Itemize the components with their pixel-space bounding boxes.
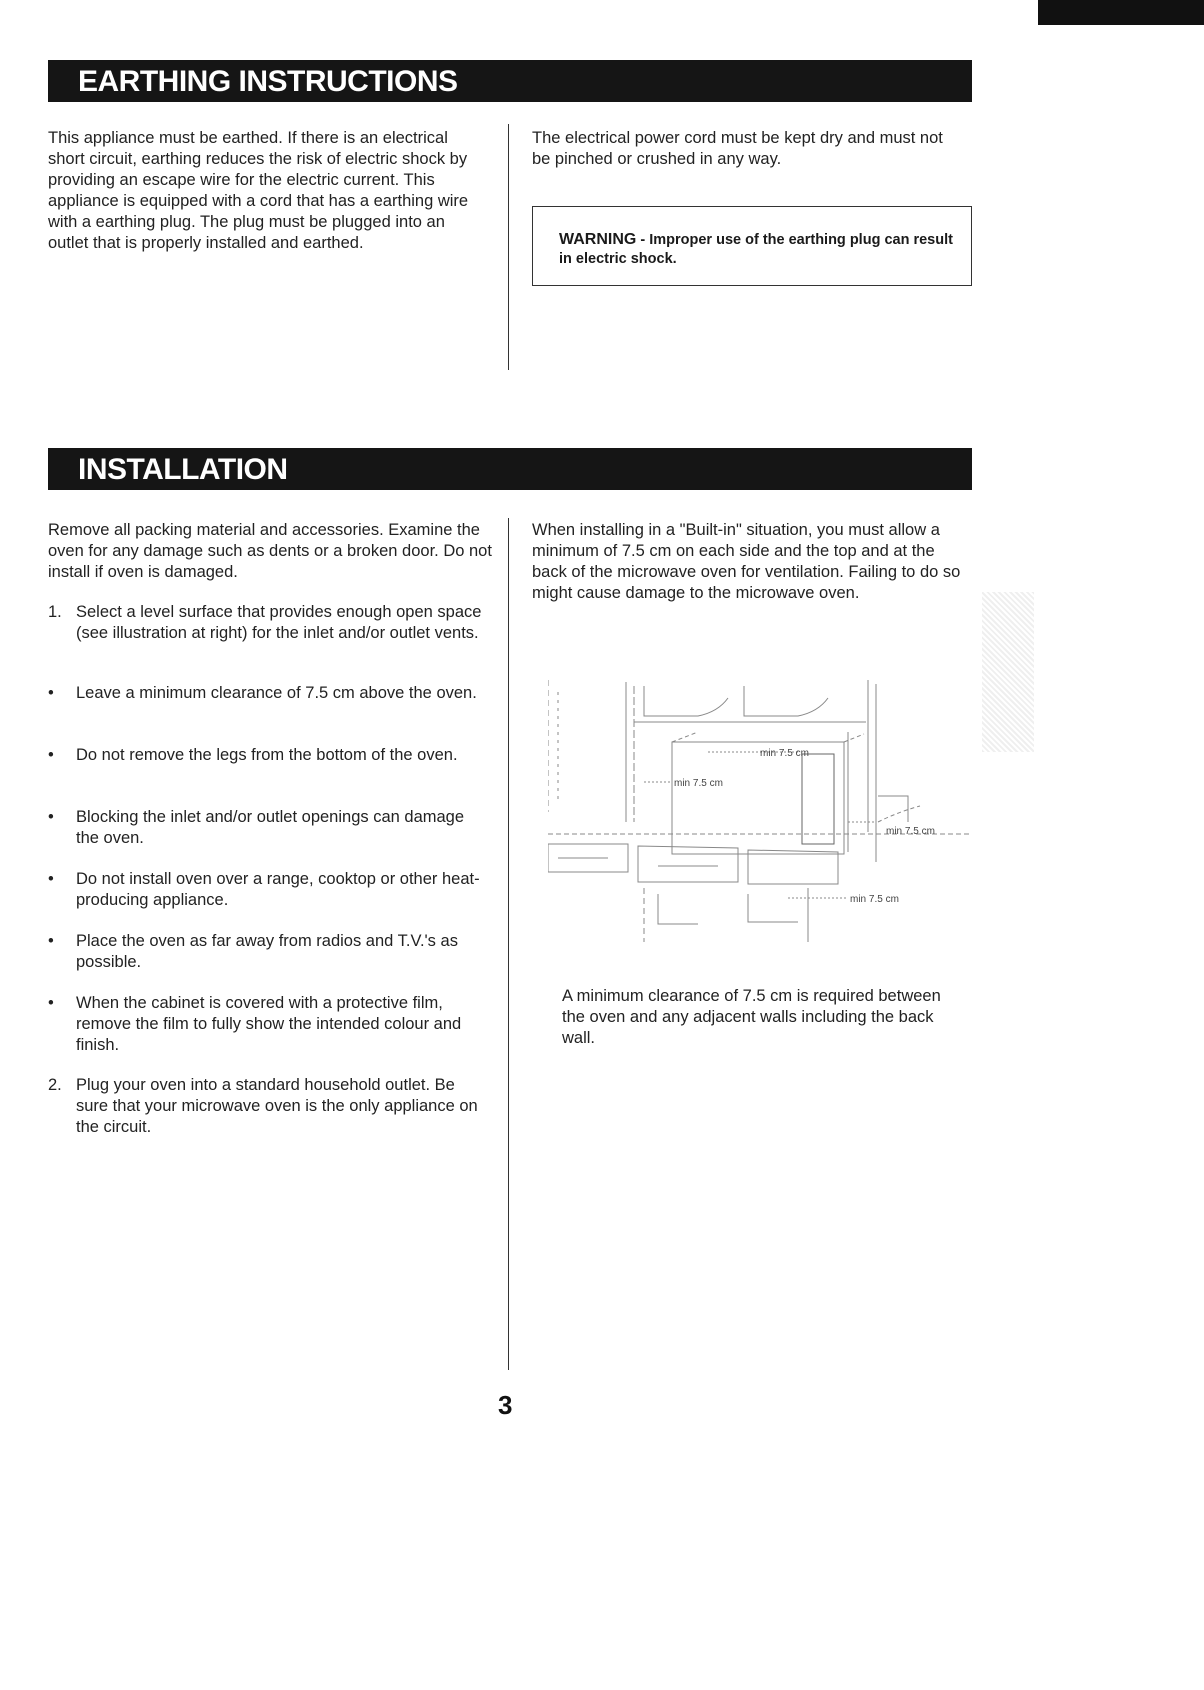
- scan-artifact: [982, 592, 1034, 752]
- warning-body: - Improper use of the earthing plug can result in electric shock.: [559, 232, 953, 267]
- step-1-text: Select a level surface that provides enough open space (see illustration at right) for the inlet and/or outlet vents.: [76, 603, 482, 642]
- earthing-title: EARTHING INSTRUCTIONS: [78, 65, 458, 98]
- right-clearance-label: min 7.5 cm: [886, 826, 935, 837]
- bullet-symbol: •: [48, 994, 54, 1012]
- warning-message: [559, 230, 959, 269]
- left-clearance-label: min 7.5 cm: [674, 778, 723, 789]
- page-number: 3: [498, 1390, 513, 1420]
- diagram-caption: A minimum clearance of 7.5 cm is required between the oven and any adjacent walls including the back wall.: [562, 987, 941, 1047]
- installation-column-rule: [508, 518, 509, 1370]
- bullet-item: [48, 993, 488, 1056]
- installation-title: INSTALLATION: [78, 453, 288, 486]
- bullet-symbol: •: [48, 870, 54, 888]
- step-2: [48, 1075, 488, 1138]
- bullet-text: Blocking the inlet and/or outlet openings can damage the oven.: [76, 808, 465, 847]
- warning-box: [532, 206, 972, 286]
- warning-lead: WARNING: [559, 231, 637, 248]
- bullet-text: Do not remove the legs from the bottom of the oven.: [76, 746, 458, 764]
- bullet-item: [48, 807, 488, 849]
- bullet-item: [48, 683, 488, 704]
- earthing-column-rule: [508, 124, 509, 370]
- bullet-symbol: •: [48, 808, 54, 826]
- step-2-text: Plug your oven into a standard household outlet. Be sure that your microwave oven is the only appliance on the circuit.: [76, 1076, 478, 1136]
- earthing-header-bar: [48, 60, 972, 102]
- clearance-illustration: [548, 672, 972, 948]
- bullet-symbol: •: [48, 684, 54, 702]
- installation-header-bar: [48, 448, 972, 490]
- bullet-text: When the cabinet is covered with a protective film, remove the film to fully show the intended colour and finish.: [76, 994, 462, 1054]
- bullet-item: [48, 745, 488, 766]
- bullet-item: [48, 869, 488, 911]
- step-1: [48, 602, 488, 644]
- bullet-symbol: •: [48, 932, 54, 950]
- bullet-symbol: •: [48, 746, 54, 764]
- back-clearance-label: min 7.5 cm: [850, 894, 899, 905]
- earthing-right-paragraph: The electrical power cord must be kept dry and must not be pinched or crushed in any way.: [532, 129, 943, 168]
- earthing-left-paragraph: This appliance must be earthed. If there is an electrical short circuit, earthing reduces the risk of electric shock by providing an escape wire for the electric current. This appliance is equipped with a cord that has a earthing wire with a earthing plug. The plug must be plugged into an outlet that is properly installed and earthed.: [48, 129, 469, 252]
- top-clearance-label: min 7.5 cm: [760, 748, 809, 759]
- page-corner-tab: [1038, 0, 1204, 25]
- bullet-text: Leave a minimum clearance of 7.5 cm above the oven.: [76, 684, 477, 702]
- bullet-text: Place the oven as far away from radios and T.V.'s as possible.: [76, 932, 458, 971]
- bullet-text: Do not install oven over a range, cooktop or other heat-producing appliance.: [76, 870, 480, 909]
- step-2-number: 2.: [48, 1076, 62, 1094]
- bullet-item: [48, 931, 488, 973]
- step-1-number: 1.: [48, 603, 62, 621]
- builtin-paragraph: When installing in a "Built-in" situation, you must allow a minimum of 7.5 cm on each side and the top and at the back of the microwave oven for ventilation. Failing to do so might cause damage to the microwave oven.: [532, 521, 961, 602]
- installation-intro: Remove all packing material and accessories. Examine the oven for any damage such as dents or a broken door. Do not install if oven is damaged.: [48, 521, 492, 581]
